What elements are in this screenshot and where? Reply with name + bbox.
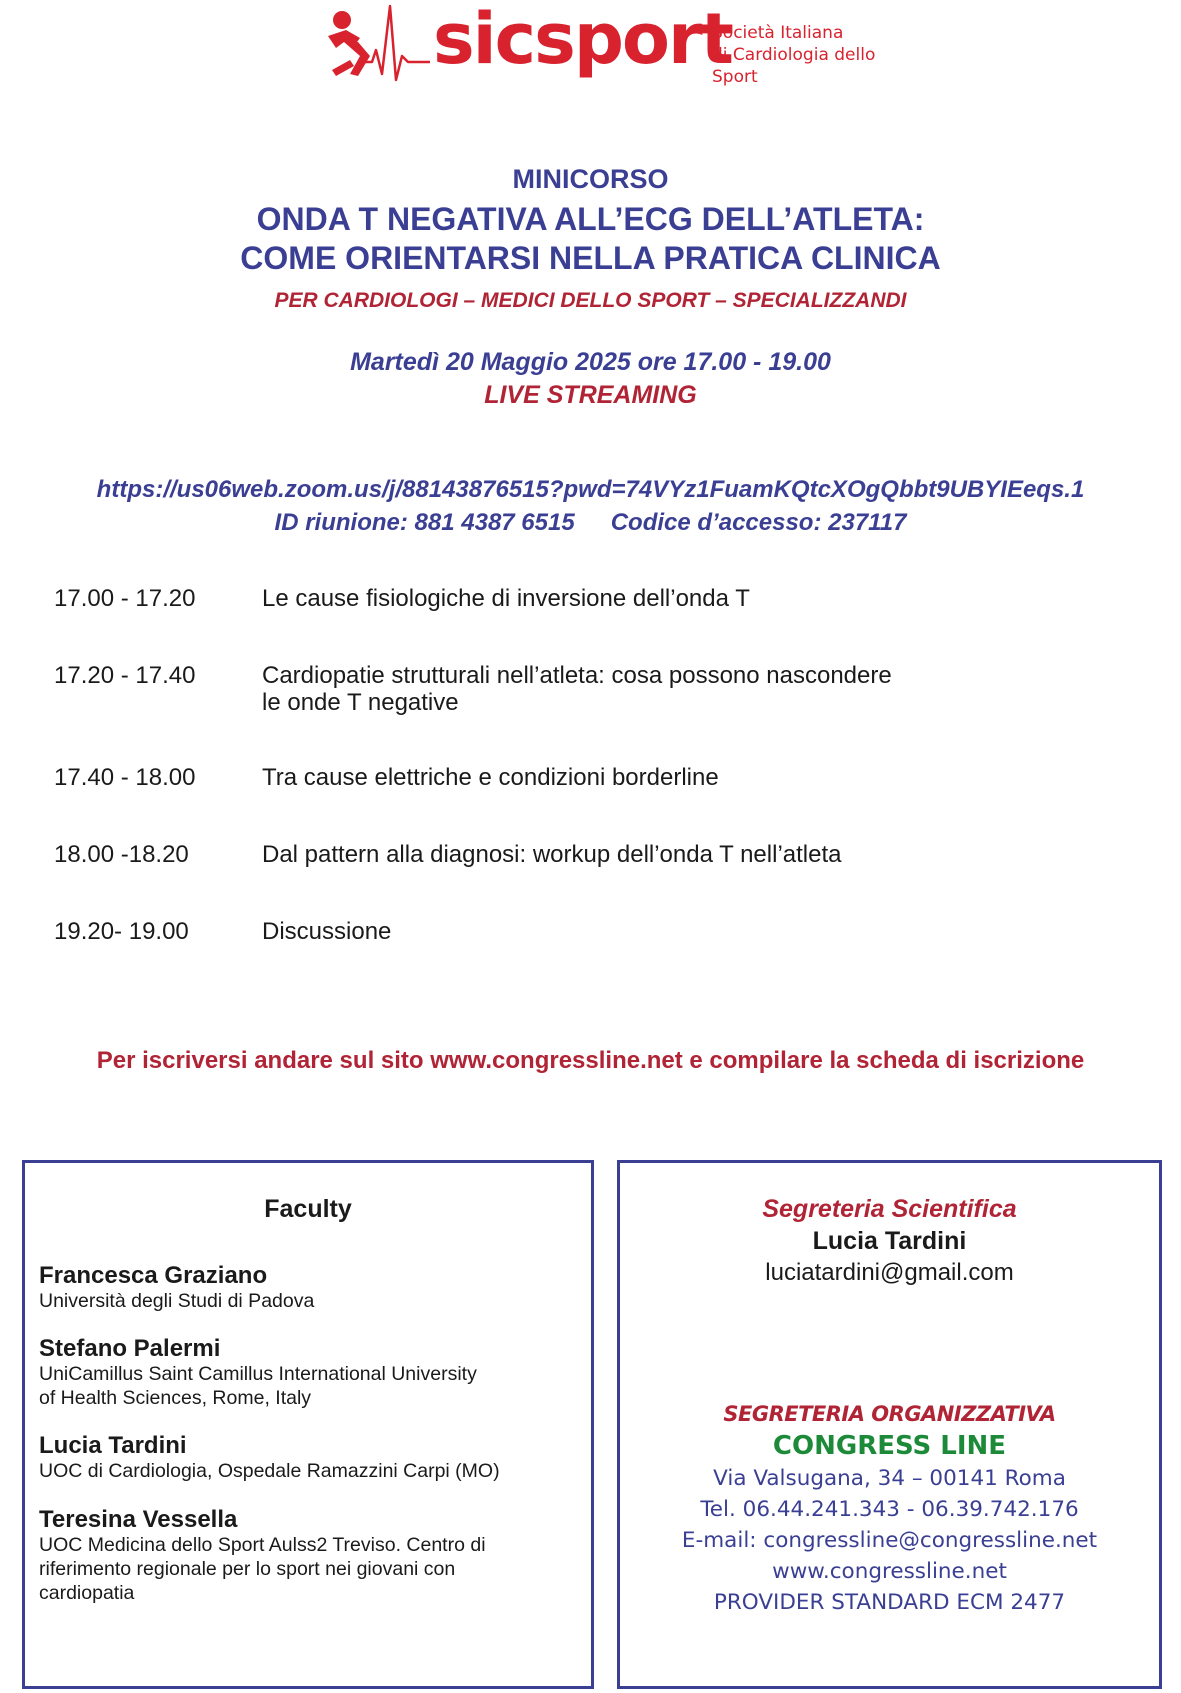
organizing-company: CONGRESS LINE [772, 1431, 1007, 1461]
schedule-topic [262, 841, 1022, 868]
schedule-time: 17.00 - 17.20 [54, 585, 196, 612]
meeting-id: ID riunione: 881 4387 6515 [274, 509, 575, 536]
logo-tagline [712, 22, 910, 88]
faculty-member [39, 1262, 579, 1313]
schedule-topic [262, 585, 1022, 612]
schedule-topic-line1: Tra cause elettriche e condizioni borderline [262, 764, 719, 791]
schedule-time: 17.40 - 18.00 [54, 764, 196, 791]
scientific-secretariat-email[interactable]: luciatardini@gmail.com [765, 1259, 1014, 1286]
runner-ecg-icon [320, 0, 432, 90]
organizing-address: Via Valsugana, 34 – 00141 Roma [713, 1466, 1066, 1491]
registration-notice: Per iscriversi andare sul sito www.congressline.net e compilare la scheda di iscrizione [96, 1047, 1085, 1074]
course-title-line1: ONDA T NEGATIVA ALL’ECG DELL’ATLETA: [256, 201, 925, 237]
schedule-topic [262, 918, 1022, 945]
faculty-affiliation: Università degli Studi di Padova [39, 1290, 315, 1312]
scientific-secretariat [620, 1193, 1159, 1289]
schedule-topic-line1: Le cause fisiologiche di inversione dell’onda T [262, 585, 750, 612]
course-audience: PER CARDIOLOGI – MEDICI DELLO SPORT – SPECIALIZZANDI [274, 289, 907, 312]
organizing-secretariat-title: SEGRETERIA ORGANIZZATIVA [723, 1402, 1056, 1426]
secretariat-box [617, 1160, 1162, 1689]
faculty-affiliation: cardiopatia [39, 1582, 135, 1604]
faculty-name: Lucia Tardini [39, 1432, 187, 1459]
meeting-credentials [0, 508, 1181, 538]
sicsport-logo [320, 0, 910, 90]
schedule-topic-line2: le onde T negative [262, 689, 459, 716]
faculty-name: Teresina Vessella [39, 1506, 238, 1533]
course-date: Martedì 20 Maggio 2025 ore 17.00 - 19.00 [350, 348, 831, 376]
course-title-line2: COME ORIENTARSI NELLA PRATICA CLINICA [240, 240, 941, 276]
course-title [0, 200, 1181, 278]
scientific-secretariat-name: Lucia Tardini [812, 1227, 967, 1255]
faculty-box [22, 1160, 594, 1689]
logo-tagline-line1: Società Italiana [712, 23, 844, 43]
organizing-secretariat [620, 1399, 1159, 1618]
schedule-time: 17.20 - 17.40 [54, 662, 196, 689]
schedule-topic-line1: Dal pattern alla diagnosi: workup dell’onda T nell’atleta [262, 841, 842, 868]
organizing-email[interactable]: E-mail: congressline@congressline.net [681, 1528, 1098, 1553]
schedule-topic [262, 764, 1022, 791]
faculty-affiliation: UOC Medicina dello Sport Aulss2 Treviso. Centro di [39, 1534, 486, 1556]
faculty-affiliation: of Health Sciences, Rome, Italy [39, 1387, 312, 1409]
schedule-topic [262, 662, 1022, 716]
faculty-member [39, 1335, 579, 1410]
course-kicker: MINICORSO [512, 164, 669, 194]
faculty-name: Stefano Palermi [39, 1335, 221, 1362]
organizing-phone: Tel. 06.44.241.343 - 06.39.742.176 [700, 1497, 1079, 1522]
faculty-affiliation: riferimento regionale per lo sport nei giovani con [39, 1558, 456, 1580]
schedule-topic-line1: Cardiopatie strutturali nell’atleta: cosa possono nascondere [262, 662, 892, 689]
schedule-time: 18.00 -18.20 [54, 841, 189, 868]
scientific-secretariat-title: Segreteria Scientifica [762, 1195, 1017, 1223]
zoom-link[interactable]: https://us06web.zoom.us/j/88143876515?pwd=74VYz1FuamKQtcXOgQbbt9UBYIEeqs.1 [96, 476, 1085, 503]
schedule-topic-line1: Discussione [262, 918, 392, 945]
faculty-member [39, 1506, 579, 1605]
course-mode: LIVE STREAMING [484, 381, 697, 409]
meeting-code: Codice d’accesso: 237117 [610, 509, 907, 536]
logo-wordmark: sicsport [433, 0, 732, 80]
faculty-title: Faculty [264, 1195, 352, 1223]
faculty-member [39, 1432, 579, 1483]
logo-tagline-line2: di Cardiologia dello Sport [712, 45, 876, 87]
organizing-website[interactable]: www.congressline.net [772, 1559, 1007, 1584]
faculty-name: Francesca Graziano [39, 1262, 268, 1289]
schedule-time: 19.20- 19.00 [54, 918, 189, 945]
organizing-provider: PROVIDER STANDARD ECM 2477 [713, 1590, 1066, 1615]
faculty-affiliation: UniCamillus Saint Camillus International University [39, 1363, 477, 1385]
faculty-affiliation: UOC di Cardiologia, Ospedale Ramazzini Carpi (MO) [39, 1460, 500, 1482]
